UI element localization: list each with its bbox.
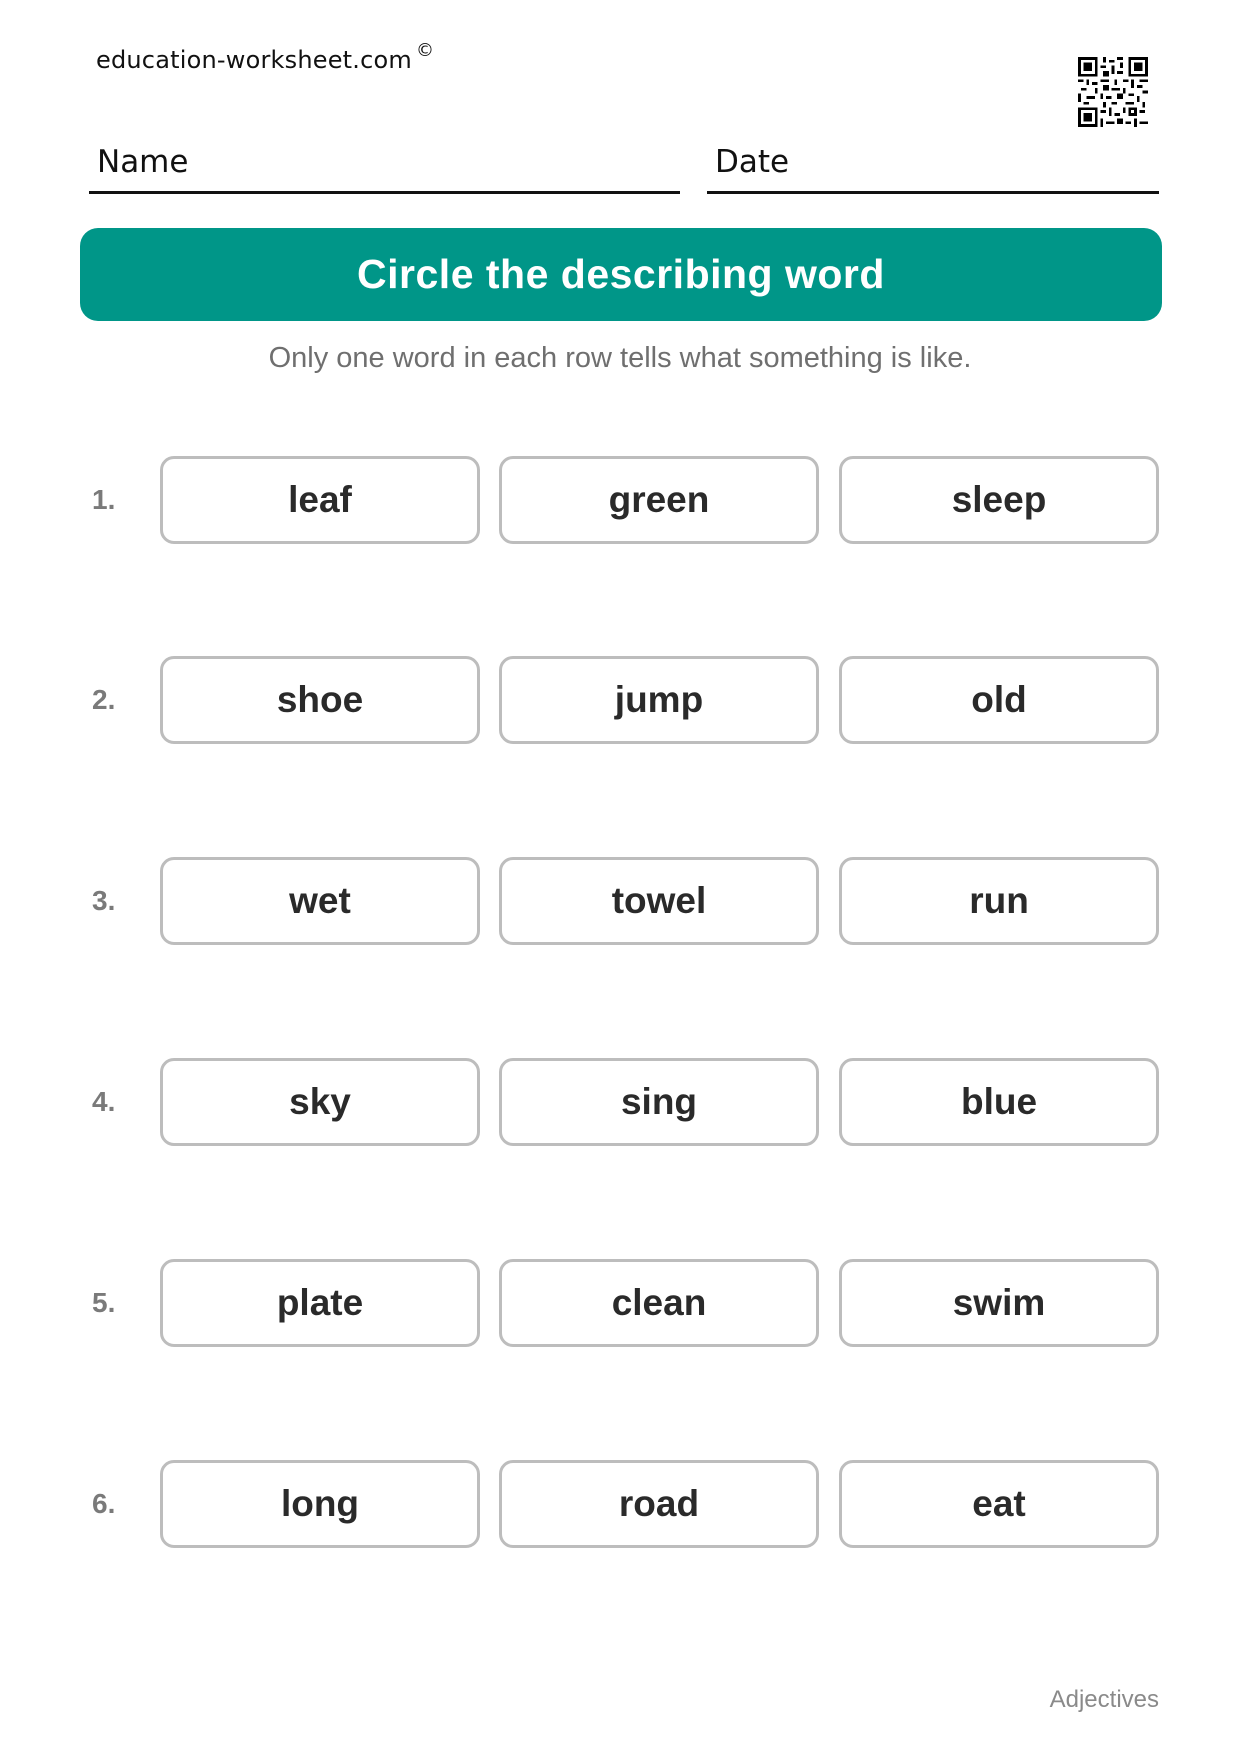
row-number: 6. [92,1488,116,1519]
word-box[interactable]: plate [160,1259,480,1347]
exercise-row-3 [0,857,1240,945]
row-number: 3. [92,885,116,916]
date-field[interactable] [707,140,1159,194]
word-box[interactable]: long [160,1460,480,1548]
word-box[interactable]: sleep [839,456,1159,544]
site-name-text: education-worksheet.com [96,46,412,74]
word-box[interactable]: leaf [160,456,480,544]
qr-code-icon [1078,57,1148,127]
row-number: 1. [92,484,116,515]
word-box[interactable]: wet [160,857,480,945]
word-box[interactable]: old [839,656,1159,744]
exercise-row-5 [0,1259,1240,1347]
name-field[interactable] [89,140,680,194]
site-name [96,40,435,74]
word-box[interactable]: green [499,456,819,544]
word-box[interactable]: jump [499,656,819,744]
exercise-row-6 [0,1460,1240,1548]
word-box[interactable]: run [839,857,1159,945]
exercise-row-4 [0,1058,1240,1146]
word-box[interactable]: blue [839,1058,1159,1146]
copyright-symbol: © [415,40,435,61]
title-banner [80,228,1162,321]
exercise-row-1 [0,456,1240,544]
word-box[interactable]: sky [160,1058,480,1146]
row-number: 5. [92,1287,116,1318]
word-box[interactable]: clean [499,1259,819,1347]
word-box[interactable]: road [499,1460,819,1548]
name-label: Name [97,144,189,180]
topic-label: Adjectives [1049,1686,1159,1713]
row-number: 2. [92,684,116,715]
word-box[interactable]: towel [499,857,819,945]
date-label: Date [715,144,790,180]
word-box[interactable]: eat [839,1460,1159,1548]
exercise-row-2 [0,656,1240,744]
word-box[interactable]: shoe [160,656,480,744]
page-title: Circle the describing word [357,251,885,297]
row-number: 4. [92,1086,116,1117]
instructions: Only one word in each row tells what something is like. [268,342,972,374]
word-box[interactable]: sing [499,1058,819,1146]
word-box[interactable]: swim [839,1259,1159,1347]
